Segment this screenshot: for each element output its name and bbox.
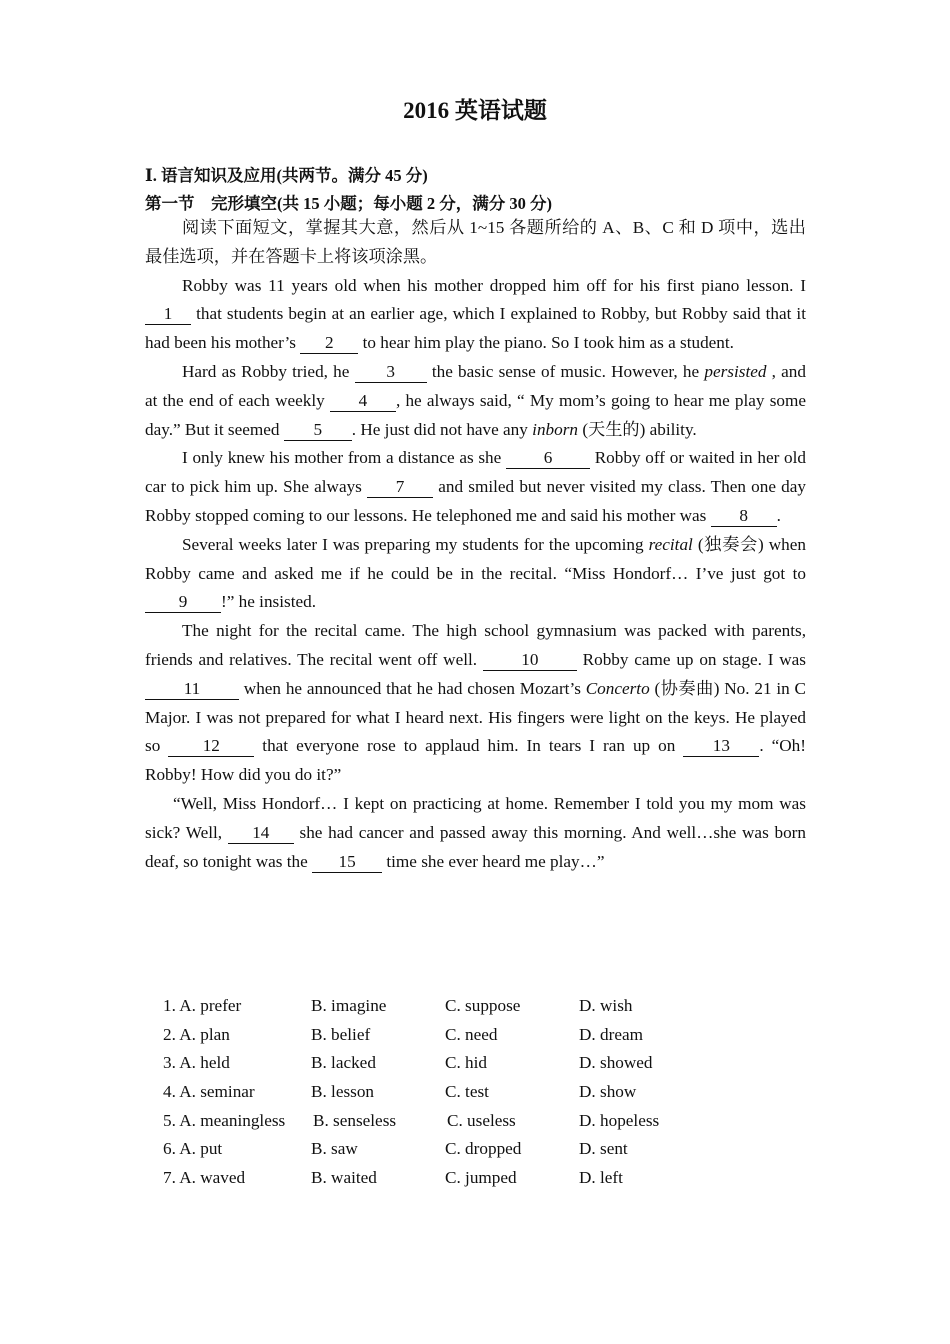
option-d: D. wish (579, 996, 633, 1015)
option-a: 2. A. plan (163, 1024, 230, 1044)
option-b: B. saw (311, 1139, 358, 1159)
paragraph-6: “Well, Miss Hondorf… I kept on practicing at home. Remember I told you my mom was sick? Well, 14 she had cancer and passed away this morning. And well…she was born deaf, so tonight was the 15 time she ever heard me play…” (145, 793, 806, 871)
word-recital: recital (648, 534, 693, 554)
option-c: C. test (445, 1082, 489, 1102)
blank-14: 14 (228, 823, 294, 844)
word-persisted: persisted (704, 361, 767, 381)
option-b: B. belief (311, 1024, 371, 1044)
option-c: C. need (445, 1024, 498, 1044)
blank-12: 12 (168, 736, 254, 757)
page-title: 2016 英语试题 (403, 98, 547, 123)
paragraph-4: Several weeks later I was preparing my students for the upcoming recital (独奏会) when Robby came and asked me if he could be in the recital. “Miss Hondorf… I’ve just got to 9 !” he insisted. (145, 534, 806, 612)
blank-15: 15 (312, 852, 382, 873)
blank-9: 9 (145, 592, 221, 613)
blank-8: 8 (711, 506, 777, 527)
option-a: 4. A. seminar (163, 1082, 255, 1102)
word-concerto: Concerto (585, 678, 650, 698)
option-c: C. suppose (445, 996, 521, 1015)
part-heading: 第一节 完形填空(共 15 小题；每小题 2 分，满分 30 分) (145, 194, 552, 213)
blank-3: 3 (355, 362, 427, 383)
paragraph-2: Hard as Robby tried, he 3 the basic sense of music. However, he persisted , and at the end of each weekly 4 , he always said, “ My mom’s going to hear me play some day.” But it seemed 5 . He just did not have any inborn (天生的) ability. (145, 361, 806, 439)
option-a: 6. A. put (163, 1139, 223, 1159)
option-d: D. dream (579, 1024, 643, 1044)
blank-5: 5 (284, 420, 352, 441)
word-inborn: inborn (532, 419, 579, 439)
blank-1: 1 (145, 304, 191, 325)
paragraph-1: Robby was 11 years old when his mother dropped him off for his first piano lesson. I 1 that students begin at an earlier age, which I explained to Robby, but Robby said that it had been his mother’s 2 to hear him play the piano. So I took him as a student. (145, 275, 806, 353)
blank-6: 6 (506, 448, 590, 469)
option-a: 7. A. waved (163, 1168, 246, 1188)
option-d: D. sent (579, 1139, 628, 1159)
option-a: 3. A. held (163, 1053, 230, 1073)
paragraph-3: I only knew his mother from a distance as she 6 Robby off or waited in her old car to pick him up. She always 7 and smiled but never visited my class. Then one day Robby stopped coming to our lessons. He telephoned me and said his mother was 8 . (145, 448, 806, 525)
instructions: 阅读下面短文，掌握其大意，然后从 1~15 各题所给的 A、B、C 和 D 项中，选出最佳选项，并在答题卡上将该项涂黑。 (145, 218, 806, 266)
blank-11: 11 (145, 679, 239, 700)
paragraph-5: The night for the recital came. The high school gymnasium was packed with parents, friends and relatives. The recital went off well. 10 Robby came up on stage. I was 11 when he announced that he had chosen Mozart’s Concerto (协奏曲) No. 21 in C Major. I was not prepared for what I heard next. His fingers were light on the keys. He played so 12 that everyone rose to applaud him. In tears I ran up on 13 . “Oh! Robby! How did you do it?” (145, 621, 807, 785)
blank-2: 2 (300, 333, 358, 354)
option-d: D. hopeless (579, 1110, 660, 1130)
option-c: C. dropped (445, 1139, 522, 1159)
option-b: B. lacked (311, 1053, 376, 1073)
option-a: 5. A. meaningless (163, 1110, 286, 1130)
blank-7: 7 (367, 477, 433, 498)
option-b: B. senseless (313, 1110, 397, 1130)
option-a: 1. A. prefer (163, 996, 242, 1015)
option-b: B. lesson (311, 1082, 375, 1102)
passage-body (145, 214, 806, 876)
option-c: C. useless (447, 1110, 516, 1130)
option-b: B. imagine (311, 996, 387, 1015)
blank-10: 10 (483, 650, 577, 671)
option-b: B. waited (311, 1168, 377, 1188)
option-d: D. show (579, 1082, 637, 1102)
blank-4: 4 (330, 391, 396, 412)
option-d: D. showed (579, 1053, 653, 1073)
option-c: C. jumped (445, 1168, 517, 1188)
option-d: D. left (579, 1168, 623, 1188)
section-heading: Ⅰ. 语言知识及应用(共两节。满分 45 分) (145, 166, 428, 185)
option-c: C. hid (445, 1053, 488, 1073)
blank-13: 13 (683, 736, 759, 757)
